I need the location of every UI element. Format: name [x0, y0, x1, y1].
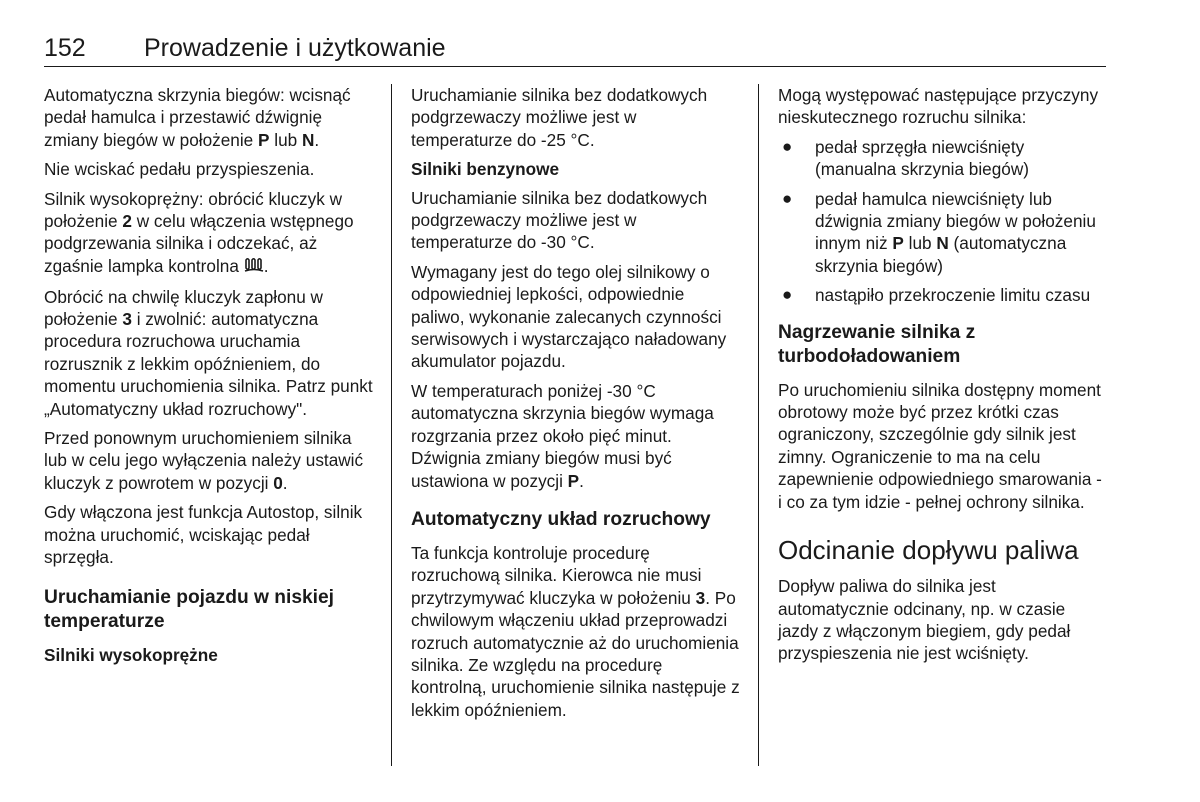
subsection-heading: Silniki benzynowe — [411, 159, 560, 180]
list-item: ● pedał sprzęgła niewciśnięty (manualna skrzynia biegów) — [782, 136, 1029, 180]
chapter-heading: Odcinanie dopływu paliwa — [778, 535, 1079, 566]
paragraph: Ta funkcja kontroluje procedurę rozruchową silnika. Kierowca nie musi przytrzymywać kluczyka w położeniu 3. Po chwilowym włączeniu układ przeprowadzi rozruch automatycznie aż do uruchomienia silnika. Ze względu na procedurę kontrolną, uruchomienie silnika następuje z lekkim opóźnieniem. — [411, 542, 740, 720]
bullet-icon: ● — [782, 136, 793, 156]
paragraph: Automatyczna skrzynia biegów: wcisnąć pedał hamulca i przestawić dźwignię zmiany biegów w położenie P lub N. — [44, 85, 351, 150]
paragraph: Przed ponownym uruchomieniem silnika lub w celu jego wyłączenia należy ustawić kluczyk z powrotem w pozycji 0. — [44, 427, 364, 493]
glow-plug-icon — [244, 256, 264, 278]
bullet-icon: ● — [782, 285, 793, 305]
paragraph: Nie wciskać pedału przyspieszenia. — [44, 159, 315, 180]
paragraph: W temperaturach poniżej -30 °C automatyczna skrzynia biegów wymaga rozgrzania przez około pięć minut. Dźwignia zmiany biegów musi być ustawiona w pozycji P. — [411, 380, 714, 491]
paragraph: Silnik wysokoprężny: obrócić kluczyk w położenie 2 w celu włączenia wstępnego podgrzewania silnika i odczekać, aż zgaśnie lampka kontrolna . — [44, 188, 374, 279]
column-right — [778, 84, 1108, 672]
list-item: ● nastąpiło przekroczenie limitu czasu — [782, 285, 1091, 306]
column-divider — [391, 84, 392, 766]
bullet-icon: ● — [782, 188, 793, 208]
page-header — [44, 34, 1106, 67]
section-heading: Uruchamianie pojazdu w niskiej temperaturze — [44, 587, 335, 633]
page-title: Prowadzenie i użytkowanie — [144, 34, 446, 62]
paragraph: Po uruchomieniu silnika dostępny moment obrotowy może być przez krótki czas ograniczony, szczególnie gdy silnik jest zimny. Ograniczenie to ma na celu zapewnienie odpowiedniego smarowania - i co za tym idzie - pełnej ochrony silnika. — [778, 379, 1102, 512]
paragraph: Dopływ paliwa do silnika jest automatycznie odcinany, np. w czasie jazdy z włączonym biegiem, gdy pedał przyspieszenia nie jest wciśnięty. — [778, 576, 1071, 664]
paragraph: Wymagany jest do tego olej silnikowy o odpowiedniej lepkości, odpowiednie paliwo, wykonanie zalecanych czynności serwisowych i wystarczająco naładowany akumulator pojazdu. — [411, 261, 727, 372]
paragraph: Mogą występować następujące przyczyny nieskutecznego rozruchu silnika: — [778, 85, 1099, 128]
list-item: ● pedał hamulca niewciśnięty lub dźwignia zmiany biegów w położeniu innym niż P lub N (automatyczna skrzynia biegów) — [782, 188, 1096, 276]
column-left — [44, 84, 374, 673]
section-heading: Automatyczny układ rozruchowy — [411, 508, 711, 530]
page-number: 152 — [44, 34, 86, 62]
bullet-list — [778, 136, 1108, 307]
section-heading: Nagrzewanie silnika z turbodoładowaniem — [778, 321, 976, 367]
column-middle — [411, 84, 741, 728]
paragraph: Gdy włączona jest funkcja Autostop, silnik można uruchomić, wciskając pedał sprzęgła. — [44, 502, 363, 567]
subsection-heading: Silniki wysokoprężne — [44, 645, 218, 666]
column-divider — [758, 84, 759, 766]
paragraph: Obrócić na chwilę kluczyk zapłonu w położenie 3 i zwolnić: automatyczna procedura rozruchowa uruchamia rozrusznik z lekkim opóźnieniem, do momentu uruchomienia silnika. Patrz punkt „Automatyczny układ rozruchowy". — [44, 286, 373, 419]
paragraph: Uruchamianie silnika bez dodatkowych podgrzewaczy możliwe jest w temperaturze do -30 °C. — [411, 187, 708, 253]
paragraph: Uruchamianie silnika bez dodatkowych podgrzewaczy możliwe jest w temperaturze do -25 °C. — [411, 85, 708, 150]
